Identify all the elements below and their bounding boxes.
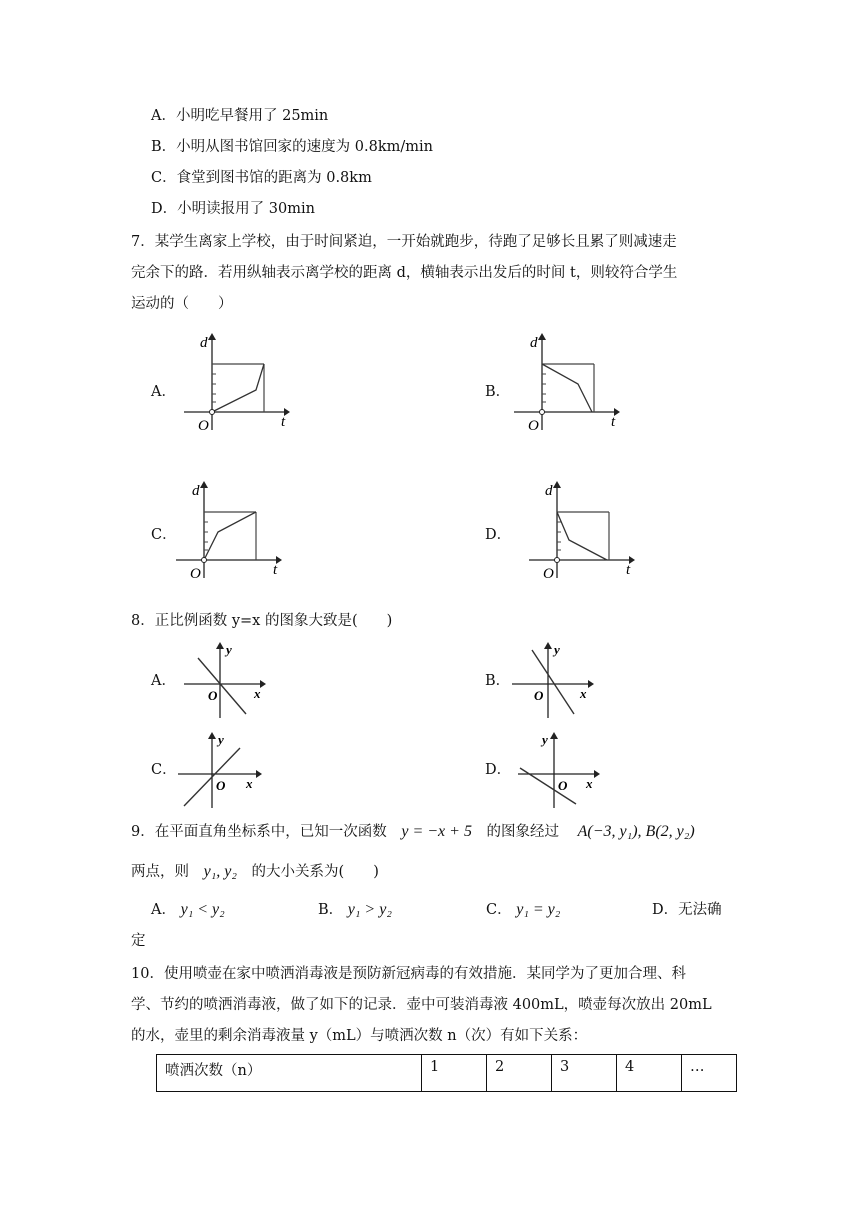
q7-stem-line-3: 运动的（ ） xyxy=(131,296,233,312)
q7-c-axis-t: t xyxy=(273,562,278,578)
q7-label-b: B． xyxy=(485,384,511,400)
q8-graph-b xyxy=(508,640,598,720)
q8-graph-c xyxy=(176,730,266,810)
q6-option-c: C．食堂到图书馆的距离为 0.8km xyxy=(151,170,372,186)
q8-c-axis-x: x xyxy=(246,776,253,791)
q7-graph-d xyxy=(525,478,635,583)
table-cell: 3 xyxy=(552,1055,617,1092)
q7-graph-a xyxy=(180,330,290,435)
q9-vars: y₁, y₂ xyxy=(203,863,237,880)
q8-label-d: D． xyxy=(485,762,512,778)
q8-c-axis-y: y xyxy=(218,732,224,747)
table-header-cell: 喷洒次数（n） xyxy=(157,1055,422,1092)
q8-graph-d xyxy=(514,730,604,810)
q7-stem-line-2: 完余下的路．若用纵轴表示离学校的距离 d，横轴表示出发后的时间 t，则较符合学生 xyxy=(131,265,678,281)
q7-graph-b xyxy=(510,330,620,435)
q8-d-origin: O xyxy=(558,778,568,793)
q6-option-b: B．小明从图书馆回家的速度为 0.8km/min xyxy=(151,139,433,155)
q7-label-d: D． xyxy=(485,527,512,543)
q8-a-origin: O xyxy=(208,688,218,703)
q9-option-a: A． y₁ < y₂ xyxy=(151,901,225,918)
q7-b-axis-d: d xyxy=(530,335,538,351)
q7-d-origin: O xyxy=(543,566,554,582)
spray-table xyxy=(156,1054,737,1092)
table-cell: … xyxy=(682,1055,737,1092)
q9-points: A(−3, y₁), B(2, y₂) xyxy=(577,823,695,840)
q10-stem-line-3: 的水，壶里的剩余消毒液量 y（mL）与喷洒次数 n（次）有如下关系： xyxy=(131,1028,588,1044)
q8-d-axis-y: y xyxy=(542,732,548,747)
q7-b-origin: O xyxy=(528,418,539,434)
q7-a-origin: O xyxy=(198,418,209,434)
table-cell: 2 xyxy=(487,1055,552,1092)
q8-label-c: C． xyxy=(151,762,177,778)
q8-graph-a xyxy=(180,640,270,720)
q7-d-axis-d: d xyxy=(545,483,553,499)
q9-option-d-wrap: 定 xyxy=(131,933,146,949)
q7-b-axis-t: t xyxy=(611,414,616,430)
table-cell: 4 xyxy=(617,1055,682,1092)
q9-stem-line-2: 两点，则 y₁, y₂ 的大小关系为( ) xyxy=(131,863,379,880)
q8-label-b: B． xyxy=(485,673,511,689)
q8-label-a: A． xyxy=(151,673,176,689)
q9-stem-line-1: 9．在平面直角坐标系中，已知一次函数 y = −x + 5 的图象经过 A(−3, y₁), B(2, y₂) xyxy=(131,823,695,840)
q9-option-d: D．无法确 xyxy=(652,902,722,918)
q8-a-axis-x: x xyxy=(254,686,261,701)
q6-option-d: D．小明读报用了 30min xyxy=(151,201,315,217)
q8-b-origin: O xyxy=(534,688,544,703)
q8-c-origin: O xyxy=(216,778,226,793)
q7-c-axis-d: d xyxy=(192,483,200,499)
q10-stem-line-1: 10．使用喷壶在家中喷洒消毒液是预防新冠病毒的有效措施．某同学为了更加合理、科 xyxy=(131,966,686,982)
q7-d-axis-t: t xyxy=(626,562,631,578)
q7-c-origin: O xyxy=(190,566,201,582)
q7-label-c: C． xyxy=(151,527,177,543)
q7-stem-line-1: 7．某学生离家上学校，由于时间紧迫，一开始就跑步，待跑了足够长且累了则减速走 xyxy=(131,234,677,250)
q9-option-b: B． y₁ > y₂ xyxy=(318,901,392,918)
q9-function: y = −x + 5 xyxy=(401,823,472,840)
q7-a-axis-t: t xyxy=(281,414,286,430)
q7-a-axis-d: d xyxy=(200,335,208,351)
q9-option-c: C． y₁ = y₂ xyxy=(486,901,561,918)
q7-graph-c xyxy=(172,478,282,583)
table-cell: 1 xyxy=(422,1055,487,1092)
q6-option-a: A．小明吃早餐用了 25min xyxy=(151,108,329,124)
q8-a-axis-y: y xyxy=(226,642,232,657)
q8-b-axis-x: x xyxy=(580,686,587,701)
q8-stem: 8．正比例函数 y=x 的图象大致是( ) xyxy=(131,613,393,629)
q8-d-axis-x: x xyxy=(586,776,593,791)
q7-label-a: A． xyxy=(151,384,176,400)
q10-stem-line-2: 学、节约的喷洒消毒液，做了如下的记录．壶中可装消毒液 400mL，喷壶每次放出 20mL xyxy=(131,997,712,1013)
table-row xyxy=(157,1055,737,1092)
q8-b-axis-y: y xyxy=(554,642,560,657)
